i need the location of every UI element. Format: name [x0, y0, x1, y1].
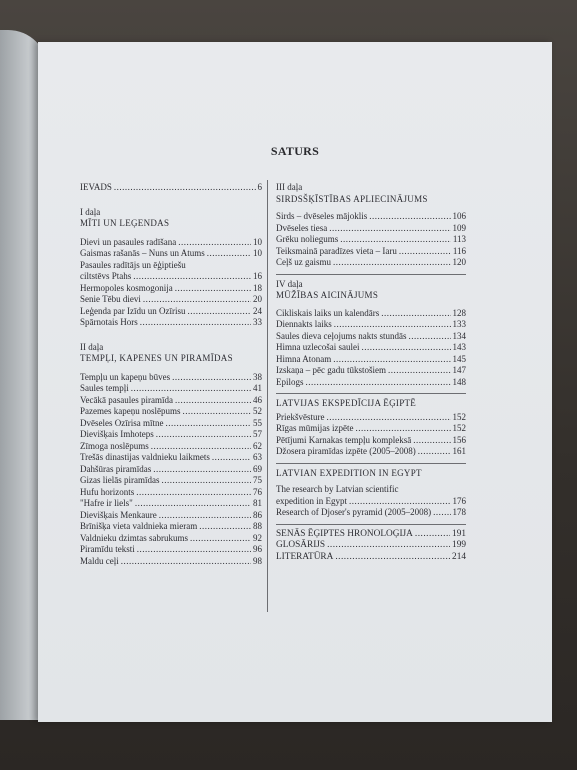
toc-entry-title: Gizas lielās piramīdas: [80, 475, 160, 485]
toc-entry-page: 55: [253, 417, 262, 428]
toc-entry[interactable]: [80, 395, 262, 407]
dot-leader: [335, 552, 450, 564]
toc-entry-page: 116: [452, 245, 466, 256]
toc-entry-title: Dvēseles Ozīrisa mītne: [80, 417, 164, 428]
toc-entry-title: ciltstēvs Ptahs: [80, 271, 132, 281]
dot-leader: [135, 498, 251, 510]
toc-entry[interactable]: [80, 418, 262, 430]
dot-leader: [172, 372, 251, 384]
dot-leader: [159, 510, 251, 522]
toc-entry-title: Pētījumi Karnakas tempļu kompleksā: [276, 434, 412, 445]
toc-entry-title: Dahšūras piramīdas: [80, 463, 152, 474]
toc-entry-page: 92: [253, 532, 262, 543]
toc-entry-page: 120: [452, 257, 466, 267]
part-label-1: I daļa: [80, 206, 101, 217]
section-divider: [276, 274, 466, 275]
toc-entry-page: 161: [452, 446, 466, 456]
toc-entry-page: 69: [253, 463, 262, 474]
toc-entry[interactable]: [276, 223, 466, 235]
toc-entry-title: Izskaņa – pēc gadu tūkstošiem: [276, 365, 386, 375]
dot-leader: [175, 395, 251, 407]
toc-entry[interactable]: [80, 556, 262, 568]
toc-entry-title: Dievišķais Menkaure: [80, 509, 157, 520]
toc-entry-title: GLOSĀRIJS: [276, 540, 326, 550]
toc-entry[interactable]: [276, 234, 466, 246]
dot-leader: [190, 533, 251, 545]
part-heading-4: MŪŽĪBAS AICINĀJUMS: [276, 290, 379, 300]
toc-entry-page: 88: [253, 521, 262, 531]
dot-leader: [349, 496, 451, 508]
dot-leader: [355, 423, 450, 435]
toc-entry-page: 57: [253, 429, 262, 439]
toc-entry-title: SENĀS ĒĢIPTES HRONOLOĢIJA: [276, 528, 413, 539]
toc-entry-title: Džosera piramīdas izpēte (2005–2008): [276, 446, 416, 456]
toc-entry-page: 152: [452, 411, 466, 422]
dot-leader: [329, 223, 450, 235]
dot-leader: [369, 211, 450, 223]
dot-leader: [340, 234, 451, 246]
toc-entry-page: 128: [452, 307, 466, 318]
toc-entry-title: Diennakts laiks: [276, 319, 332, 329]
toc-entry-title: Cikliskais laiks un kalendārs: [276, 307, 380, 318]
toc-entry-title: Saules tempļi: [80, 383, 129, 393]
section-divider: [276, 463, 466, 464]
toc-entry[interactable]: [276, 246, 466, 258]
part-heading-1: MĪTI UN LEĢENDAS: [80, 218, 170, 228]
toc-entry[interactable]: [276, 540, 466, 552]
toc-entry[interactable]: [276, 331, 466, 343]
page-title: SATURS: [270, 144, 320, 158]
toc-entry-page: 145: [452, 353, 466, 364]
book-page: [38, 42, 552, 722]
toc-right-column: [276, 182, 466, 563]
toc-entry-page: 86: [253, 509, 262, 520]
toc-entry-title: Sirds – dvēseles mājoklis: [276, 211, 368, 221]
toc-entry[interactable]: [80, 498, 262, 510]
toc-entry-page: 148: [452, 376, 466, 387]
toc-entry-page: 106: [452, 211, 466, 221]
toc-entry-page: 62: [253, 440, 262, 451]
toc-entry-page: 134: [452, 330, 466, 341]
toc-entry[interactable]: [276, 507, 466, 519]
dot-leader: [381, 308, 450, 320]
toc-entry-page: 24: [253, 305, 262, 316]
toc-entry-page: 191: [452, 528, 466, 539]
toc-entry-title: Zīmoga noslēpums: [80, 440, 149, 451]
toc-entry-title: Epilogs: [276, 376, 304, 387]
dot-leader: [178, 237, 251, 249]
toc-entry-page: 98: [253, 555, 262, 566]
toc-entry-title: Grēku noliegums: [276, 234, 339, 244]
toc-entry[interactable]: [80, 475, 262, 487]
toc-entry[interactable]: [80, 317, 262, 329]
toc-entry[interactable]: [80, 372, 262, 384]
toc-entry[interactable]: [80, 306, 262, 318]
toc-entry-title: "Hafre ir liels": [80, 498, 133, 508]
dot-leader: [140, 317, 251, 329]
dot-leader: [207, 248, 251, 260]
dot-leader: [153, 464, 251, 476]
toc-entry[interactable]: [276, 354, 466, 366]
toc-entry[interactable]: [80, 283, 262, 295]
dot-leader: [131, 383, 251, 395]
dot-leader: [156, 429, 251, 441]
toc-entry-page: 147: [452, 365, 466, 375]
toc-entry-title: Rīgas mūmijas izpēte: [276, 423, 354, 433]
dot-leader: [333, 354, 450, 366]
toc-entry[interactable]: [276, 257, 466, 269]
toc-entry-title: Vecākā pasaules piramīda: [80, 394, 173, 405]
dot-leader: [333, 257, 451, 269]
toc-entry-page: 38: [253, 371, 262, 382]
toc-entry-page: 176: [452, 495, 466, 506]
dot-leader: [199, 521, 251, 533]
toc-entry-title: Tempļu un kapeņu būves: [80, 371, 171, 382]
section-heading-expedition-en: LATVIAN EXPEDITION IN EGYPT: [276, 467, 422, 478]
dot-leader: [418, 446, 451, 458]
toc-entry[interactable]: [80, 260, 262, 272]
toc-entry-intro[interactable]: IEVADS ..... 6: [80, 182, 262, 194]
dot-leader: [361, 342, 450, 354]
toc-entry-title: Hermopoles kosmogonija: [80, 282, 173, 293]
toc-entry-page: 10: [253, 236, 262, 247]
dot-leader: [334, 319, 451, 331]
dot-leader: [151, 441, 251, 453]
toc-entry-title: Gaismas rašanās – Nuns un Atums: [80, 248, 205, 258]
toc-entry-page: 16: [253, 271, 262, 281]
toc-entry-page: 10: [253, 248, 262, 258]
toc-entry-title: Himna uzlecošai saulei: [276, 342, 360, 352]
toc-entry[interactable]: [276, 365, 466, 377]
dot-leader: [306, 377, 451, 389]
toc-entry[interactable]: [80, 521, 262, 533]
toc-entry[interactable]: [276, 319, 466, 331]
toc-entry-title: Dievišķais Imhoteps: [80, 429, 154, 439]
dot-leader: [136, 487, 251, 499]
toc-entry-page: 75: [253, 475, 262, 485]
toc-entry-title: Brīnišķa vieta valdnieka mieram: [80, 521, 198, 531]
toc-entry-title: Dievi un pasaules radīšana: [80, 236, 177, 247]
toc-entry-title: Piramīdu teksti: [80, 544, 135, 554]
dot-leader: [133, 271, 251, 283]
toc-entry[interactable]: [276, 496, 466, 508]
part-label-3: III daļa: [276, 182, 303, 192]
toc-entry-title: The research by Latvian scientific: [276, 484, 399, 494]
toc-entry-title: Ceļš uz gaismu: [276, 257, 331, 267]
toc-entry-page: 178: [452, 507, 466, 517]
dot-leader: [165, 418, 251, 430]
toc-entry-page: 113: [452, 234, 466, 244]
toc-entry-page: 33: [253, 317, 262, 327]
toc-entry[interactable]: [276, 529, 466, 541]
toc-entry[interactable]: [80, 237, 262, 249]
toc-entry-title: Pazemes kapeņu noslēpums: [80, 406, 181, 416]
toc-entry[interactable]: [80, 441, 262, 453]
toc-entry[interactable]: [80, 429, 262, 441]
toc-entry-title: Spārnotais Hors: [80, 317, 138, 327]
part-heading-2: TEMPĻI, KAPENES UN PIRAMĪDAS: [80, 353, 233, 363]
part-heading-3: SIRDSŠĶĪSTĪBAS APLIECINĀJUMS: [276, 193, 428, 204]
toc-entry[interactable]: [80, 510, 262, 522]
dot-leader: [175, 283, 251, 295]
toc-entry[interactable]: [80, 406, 262, 418]
toc-entry-page: 63: [253, 452, 262, 462]
toc-entry-title: Maldu ceļi: [80, 555, 119, 566]
toc-entry[interactable]: [80, 544, 262, 556]
toc-entry-title: Senie Tēbu dievi: [80, 294, 141, 304]
part-label-2: II daļa: [80, 341, 104, 352]
dot-leader: [137, 544, 251, 556]
dot-leader: [433, 507, 450, 519]
toc-entry-page: 52: [253, 406, 262, 416]
toc-entry[interactable]: [276, 377, 466, 389]
toc-entry-title: expedition in Egypt: [276, 495, 347, 506]
toc-entry-page: 214: [452, 551, 466, 562]
part-label-4: IV daļa: [276, 278, 303, 289]
dot-leader: [187, 306, 251, 318]
toc-entry-title: Himna Atonam: [276, 353, 332, 364]
section-divider: [276, 524, 466, 525]
toc-entry[interactable]: [80, 294, 262, 306]
toc-entry-title: Leģenda par Izīdu un Ozīrisu: [80, 305, 186, 316]
toc-entry[interactable]: [276, 423, 466, 435]
dot-leader: [327, 540, 450, 552]
dot-leader: [327, 412, 451, 424]
toc-entry[interactable]: [80, 464, 262, 476]
toc-entry-title: Research of Djoser's pyramid (2005–2008): [276, 507, 432, 517]
toc-entry-title: Teiksmainā paradīzes vieta – Iaru: [276, 245, 397, 256]
dot-leader: [408, 331, 450, 343]
toc-entry-title: Saules dieva ceļojums nakts stundās: [276, 330, 407, 341]
toc-entry-title: Hufu horizonts: [80, 486, 135, 497]
toc-entry[interactable]: [276, 435, 466, 447]
toc-entry[interactable]: [80, 248, 262, 260]
section-divider: [276, 393, 466, 394]
toc-entry[interactable]: [276, 552, 466, 564]
toc-entry-page: 152: [452, 423, 466, 433]
dot-leader: [388, 365, 451, 377]
toc-entry-title: Valdnieku dzimtas sabrukums: [80, 532, 188, 543]
dot-leader: [161, 475, 251, 487]
dot-leader: [212, 452, 251, 464]
toc-entry[interactable]: [276, 211, 466, 223]
toc-entry-page: 20: [253, 294, 262, 304]
toc-entry-page: 143: [452, 342, 466, 352]
dot-leader: [121, 556, 251, 568]
toc-entry[interactable]: [80, 487, 262, 499]
toc-entry-page: 199: [452, 540, 466, 550]
dot-leader: [143, 294, 251, 306]
toc-entry-title: Dvēseles tiesa: [276, 222, 328, 233]
dot-leader: [399, 246, 451, 258]
toc-entry-title: Pasaules radītājs un ēģiptiešu: [80, 259, 186, 270]
dot-leader: [413, 435, 450, 447]
toc-entry-title: LITERATŪRA: [276, 551, 334, 562]
toc-entry-page: 81: [253, 498, 262, 508]
toc-entry-page: 46: [253, 394, 262, 405]
toc-entry[interactable]: [80, 452, 262, 464]
toc-left-column: [80, 182, 262, 567]
section-heading-expedition-lv: LATVIJAS EKSPEDĪCIJA ĒĢIPTĒ: [276, 398, 417, 408]
toc-entry-page: 18: [253, 282, 262, 293]
toc-entry[interactable]: [276, 342, 466, 354]
toc-entry-page: 96: [253, 544, 262, 554]
toc-entry[interactable]: [80, 271, 262, 283]
toc-entry-page: 133: [452, 319, 466, 329]
toc-entry[interactable]: [80, 533, 262, 545]
toc-entry[interactable]: [276, 484, 466, 496]
toc-entry-page: 109: [452, 222, 466, 233]
toc-entry-title: Trešās dinastijas valdnieku laikmets: [80, 452, 210, 462]
toc-entry-title: Priekšvēsture: [276, 411, 325, 422]
column-divider: [267, 180, 268, 612]
toc-entry-page: 156: [452, 434, 466, 445]
toc-entry[interactable]: [80, 383, 262, 395]
toc-entry-page: 76: [253, 486, 262, 497]
dot-leader: [415, 529, 450, 541]
toc-entry[interactable]: [276, 308, 466, 320]
toc-entry[interactable]: [276, 412, 466, 424]
toc-entry-page: 41: [253, 383, 262, 393]
dot-leader: [182, 406, 251, 418]
toc-entry[interactable]: [276, 446, 466, 458]
